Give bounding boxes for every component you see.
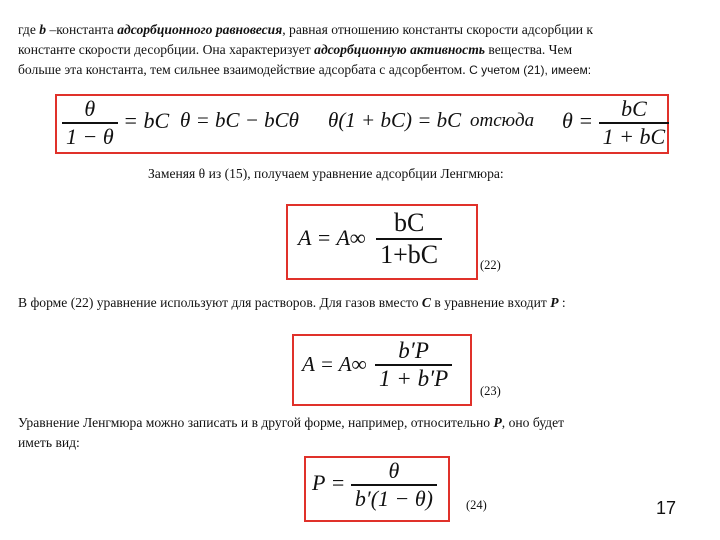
intro-paragraph bbox=[18, 20, 698, 80]
text-segment: Уравнение Ленгмюра можно записать и в другой форме, например, относительно bbox=[18, 415, 494, 430]
fraction-denominator: b′(1 − θ) bbox=[351, 484, 437, 512]
equation-theta-ratio bbox=[62, 96, 169, 150]
symbol-b: b bbox=[39, 22, 47, 37]
equation-lhs: A = A∞ bbox=[298, 224, 366, 250]
fraction bbox=[375, 338, 452, 392]
text-segment: , оно будет bbox=[501, 415, 565, 430]
equation-theta-solution bbox=[562, 96, 669, 150]
equation-theta-factored bbox=[328, 108, 461, 133]
symbol-p: Р bbox=[550, 295, 559, 310]
term-adsorption-equilibrium: адсорбционного равновесия bbox=[117, 22, 283, 37]
symbol-c: С bbox=[421, 295, 431, 310]
fraction-denominator: 1 − θ bbox=[62, 122, 118, 150]
fraction bbox=[351, 458, 437, 512]
equation-23-label: (23) bbox=[480, 384, 501, 398]
fraction-denominator: 1 + bC bbox=[599, 122, 670, 150]
term-adsorption-activity: адсорбционную активность bbox=[314, 42, 485, 57]
equation-lhs: P = bbox=[312, 470, 346, 496]
intro-line-2 bbox=[18, 40, 698, 60]
equation-text: θ(1 + bC) = bC bbox=[328, 108, 462, 132]
text-segment: в уравнение входит bbox=[431, 295, 551, 310]
fraction-numerator: θ bbox=[84, 96, 96, 121]
equation-rhs: = bC bbox=[123, 108, 170, 134]
text-segment: –константа bbox=[46, 22, 118, 37]
alt-form-line-1 bbox=[18, 413, 698, 433]
connector-word: отсюда bbox=[470, 110, 535, 131]
equation-lhs: A = A∞ bbox=[302, 351, 367, 376]
text-segment: больше эта константа, тем сильнее взаимодействие адсорбата с адсорбентом. bbox=[18, 62, 470, 77]
text-segment: В форме (22) уравнение используют для растворов. Для газов вместо bbox=[18, 295, 422, 310]
equation-theta-expanded bbox=[180, 108, 299, 133]
text-segment: , равная отношению константы скорости адсорбции к bbox=[282, 22, 594, 37]
intro-line-1 bbox=[18, 20, 698, 40]
equation-22 bbox=[298, 208, 442, 270]
equation-22-label: (22) bbox=[480, 258, 501, 272]
alt-form-line-2: иметь вид: bbox=[18, 435, 80, 450]
fraction bbox=[62, 96, 118, 150]
equation-lhs: θ = bbox=[562, 108, 594, 134]
equation-text: θ = bC − bCθ bbox=[180, 108, 299, 132]
fraction-numerator: bC bbox=[393, 208, 425, 237]
fraction-denominator: 1+bC bbox=[376, 238, 442, 270]
fraction-denominator: 1 + b′P bbox=[375, 364, 452, 392]
gas-paragraph bbox=[18, 293, 698, 313]
alt-form-paragraph bbox=[18, 413, 698, 453]
text-segment: вещества. Чем bbox=[485, 42, 573, 57]
replace-theta-line: Заменяя θ из (15), получаем уравнение адсорбции Ленгмюра: bbox=[148, 166, 504, 181]
fraction-numerator: bC bbox=[621, 96, 647, 121]
page-number: 17 bbox=[656, 498, 677, 518]
fraction-numerator: θ bbox=[388, 458, 400, 483]
symbol-p: Р bbox=[493, 415, 502, 430]
fraction-numerator: b′P bbox=[398, 338, 429, 363]
text-segment: : bbox=[558, 295, 566, 310]
fraction bbox=[599, 96, 670, 150]
equation-24 bbox=[312, 458, 437, 512]
equation-23 bbox=[302, 338, 452, 392]
equation-24-label: (24) bbox=[466, 498, 487, 512]
intro-line-3 bbox=[18, 60, 698, 80]
text-segment: где bbox=[18, 22, 40, 37]
reference-note: С учетом (21), имеем: bbox=[469, 63, 592, 77]
fraction bbox=[376, 208, 442, 270]
word-otsyuda bbox=[470, 110, 534, 132]
text-segment: константе скорости десорбции. Она характеризует bbox=[18, 42, 315, 57]
